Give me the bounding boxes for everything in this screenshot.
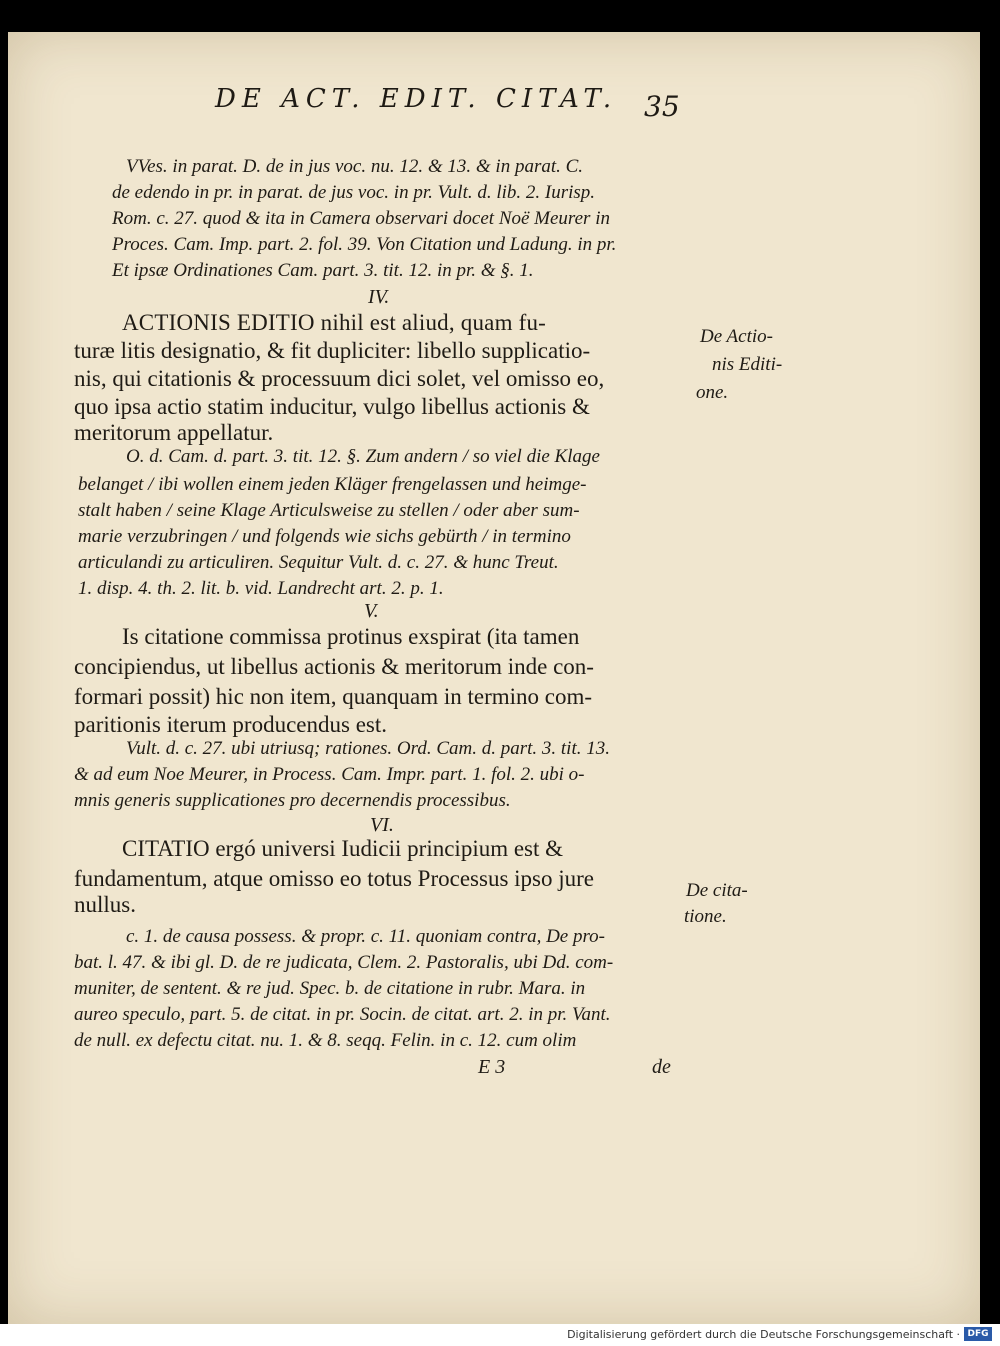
section-number: VI. [370,814,394,836]
text-line: mnis generis supplicationes pro decernendis processibus. [74,790,511,811]
text-line: Vult. d. c. 27. ubi utriusq; rationes. Ord. Cam. d. part. 3. tit. 13. [126,738,610,759]
text-line: de edendo in pr. in parat. de jus voc. in pr. Vult. d. lib. 2. Iurisp. [112,182,596,203]
section-number: V. [364,600,379,622]
text-line: Et ipsæ Ordinationes Cam. part. 3. tit. 12. in pr. & §. 1. [112,260,534,281]
text-line: marie verzubringen / und folgends wie sichs gebürth / in termino [78,526,571,547]
section-number: IV. [368,286,390,308]
marginal-note: tione. [684,906,727,927]
page-number: 35 [644,90,680,123]
text-line: ACTIONIS EDITIO nihil est aliud, quam fu- [122,310,547,335]
text-line: concipiendus, ut libellus actionis & meritorum inde con- [74,654,594,679]
text-line: bat. l. 47. & ibi gl. D. de re judicata, Clem. 2. Pastoralis, ubi Dd. com- [74,952,614,973]
text-line: paritionis iterum producendus est. [74,712,387,737]
marginal-note: one. [696,382,729,403]
marginal-note: De cita- [686,880,748,901]
text-line: turæ litis designatio, & fit dupliciter: libello supplicatio- [74,338,591,363]
marginal-note: De Actio- [700,326,773,347]
footer-credit: Digitalisierung gefördert durch die Deutsche Forschungsgemeinschaft · [567,1328,960,1341]
text-line: Rom. c. 27. quod & ita in Camera observari docet Noë Meurer in [112,208,610,229]
text-line: Is citatione commissa protinus exspirat (ita tamen [122,624,580,649]
text-line: Proces. Cam. Imp. part. 2. fol. 39. Von Citation und Ladung. in pr. [112,234,617,255]
marginal-note: nis Editi- [712,354,783,375]
text-line: nis, qui citationis & processuum dici solet, vel omisso eo, [74,366,605,391]
text-line: O. d. Cam. d. part. 3. tit. 12. §. Zum andern / so viel die Klage [126,446,600,467]
text-line: CITATIO ergó universi Iudicii principium est & [122,836,564,861]
text-line: quo ipsa actio statim inducitur, vulgo libellus actionis & [74,394,590,419]
text-line: formari possit) hic non item, quanquam in termino com- [74,684,593,709]
text-line: & ad eum Noe Meurer, in Process. Cam. Impr. part. 1. fol. 2. ubi o- [74,764,585,785]
text-line: aureo speculo, part. 5. de citat. in pr. Socin. de citat. art. 2. in pr. Vant. [74,1004,611,1025]
text-line: meritorum appellatur. [74,420,274,445]
text-line: articulandi zu articuliren. Sequitur Vult. d. c. 27. & hunc Treut. [78,552,559,573]
text-line: nullus. [74,892,136,917]
text-line: 1. disp. 4. th. 2. lit. b. vid. Landrecht art. 2. p. 1. [78,578,444,599]
text-line: VVes. in parat. D. de in jus voc. nu. 12. & 13. & in parat. C. [126,156,584,177]
running-title: DE ACT. EDIT. CITAT. [215,84,618,114]
catchword: de [652,1056,671,1078]
text-line: fundamentum, atque omisso eo totus Processus ipso jure [74,866,594,891]
text-line: muniter, de sentent. & re jud. Spec. b. de citatione in rubr. Mara. in [74,978,586,999]
text-line: de null. ex defectu citat. nu. 1. & 8. seqq. Felin. in c. 12. cum olim [74,1030,577,1051]
text-line: c. 1. de causa possess. & propr. c. 11. quoniam contra, De pro- [126,926,606,947]
text-line: belanget / ibi wollen einem jeden Kläger frengelassen und heimge- [78,474,587,495]
text-line: stalt haben / seine Klage Articulsweise zu stellen / oder aber sum- [78,500,580,521]
dfg-logo: DFG [964,1327,992,1341]
signature-mark: E 3 [478,1056,506,1078]
